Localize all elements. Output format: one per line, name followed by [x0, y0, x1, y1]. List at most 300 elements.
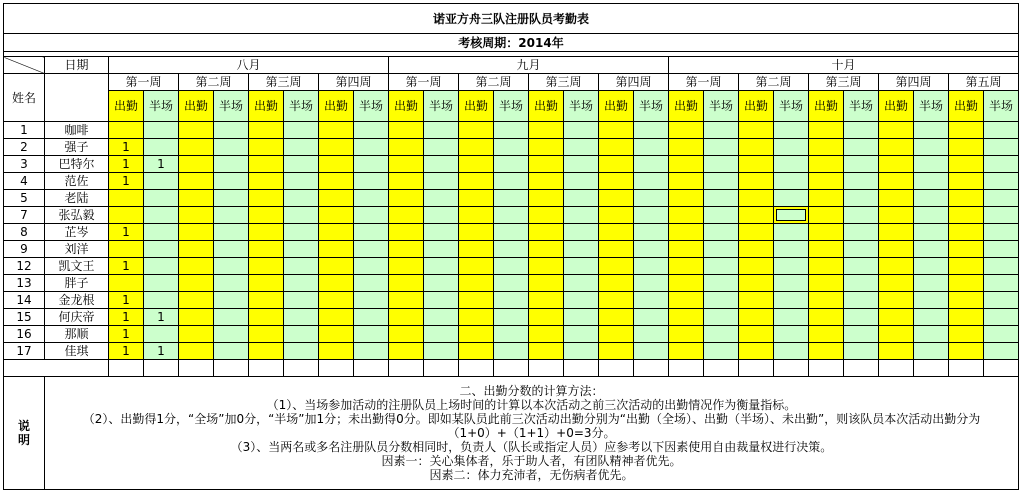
half-cell[interactable] — [984, 258, 1019, 275]
half-cell[interactable] — [774, 190, 809, 207]
attendance-cell[interactable] — [739, 258, 774, 275]
member-name[interactable]: 那顺 — [45, 326, 109, 343]
half-cell[interactable] — [704, 292, 739, 309]
blank-cell[interactable] — [669, 360, 704, 377]
row-number[interactable]: 16 — [4, 326, 45, 343]
half-cell[interactable] — [494, 122, 529, 139]
attendance-cell[interactable] — [319, 275, 354, 292]
attendance-cell[interactable] — [879, 190, 914, 207]
attendance-cell[interactable] — [459, 343, 494, 360]
half-cell[interactable] — [774, 241, 809, 258]
attendance-cell[interactable] — [669, 343, 704, 360]
half-cell[interactable] — [634, 292, 669, 309]
attendance-cell[interactable] — [599, 139, 634, 156]
attendance-cell[interactable] — [249, 292, 284, 309]
half-cell[interactable] — [214, 309, 249, 326]
half-cell[interactable] — [214, 224, 249, 241]
half-cell[interactable] — [844, 309, 879, 326]
attendance-cell[interactable] — [599, 275, 634, 292]
attendance-cell[interactable] — [389, 156, 424, 173]
member-name[interactable]: 范佐 — [45, 173, 109, 190]
attendance-cell[interactable] — [599, 173, 634, 190]
attendance-cell[interactable] — [529, 173, 564, 190]
half-cell[interactable] — [844, 139, 879, 156]
attendance-cell[interactable] — [879, 292, 914, 309]
selected-cell[interactable] — [774, 207, 809, 224]
attendance-cell[interactable] — [529, 122, 564, 139]
attendance-cell[interactable] — [389, 139, 424, 156]
attendance-cell[interactable] — [879, 309, 914, 326]
half-cell[interactable] — [424, 326, 459, 343]
half-cell[interactable] — [844, 275, 879, 292]
attendance-cell[interactable] — [459, 224, 494, 241]
half-cell[interactable] — [914, 224, 949, 241]
attendance-cell[interactable] — [319, 190, 354, 207]
member-name[interactable]: 张弘毅 — [45, 207, 109, 224]
attendance-cell[interactable] — [949, 275, 984, 292]
half-cell[interactable] — [354, 275, 389, 292]
half-cell[interactable] — [144, 258, 179, 275]
half-cell[interactable] — [704, 207, 739, 224]
half-cell[interactable] — [144, 207, 179, 224]
attendance-cell[interactable]: 1 — [109, 139, 144, 156]
attendance-cell[interactable] — [529, 309, 564, 326]
attendance-cell[interactable] — [319, 292, 354, 309]
blank-cell[interactable] — [424, 360, 459, 377]
half-cell[interactable]: 1 — [144, 156, 179, 173]
attendance-cell[interactable] — [109, 190, 144, 207]
attendance-cell[interactable] — [739, 122, 774, 139]
attendance-cell[interactable] — [599, 343, 634, 360]
attendance-cell[interactable] — [459, 190, 494, 207]
half-cell[interactable] — [214, 258, 249, 275]
attendance-cell[interactable] — [739, 190, 774, 207]
half-cell[interactable] — [354, 309, 389, 326]
attendance-cell[interactable]: 1 — [109, 326, 144, 343]
blank-cell[interactable] — [984, 360, 1019, 377]
half-cell[interactable] — [774, 139, 809, 156]
half-cell[interactable] — [704, 343, 739, 360]
half-cell[interactable] — [914, 258, 949, 275]
half-cell[interactable] — [214, 343, 249, 360]
attendance-cell[interactable]: 1 — [109, 224, 144, 241]
attendance-cell[interactable] — [249, 139, 284, 156]
half-cell[interactable] — [284, 173, 319, 190]
attendance-cell[interactable] — [599, 326, 634, 343]
attendance-cell[interactable] — [459, 207, 494, 224]
attendance-cell[interactable] — [809, 326, 844, 343]
attendance-cell[interactable] — [319, 139, 354, 156]
half-cell[interactable] — [424, 173, 459, 190]
half-cell[interactable] — [354, 326, 389, 343]
half-cell[interactable] — [144, 241, 179, 258]
attendance-cell[interactable] — [319, 156, 354, 173]
attendance-cell[interactable] — [669, 207, 704, 224]
half-cell[interactable] — [634, 224, 669, 241]
attendance-cell[interactable] — [879, 139, 914, 156]
half-cell[interactable] — [914, 207, 949, 224]
member-name[interactable]: 胖子 — [45, 275, 109, 292]
half-cell[interactable] — [634, 275, 669, 292]
half-cell[interactable] — [844, 343, 879, 360]
half-cell[interactable] — [704, 156, 739, 173]
half-cell[interactable] — [494, 309, 529, 326]
half-cell[interactable] — [214, 190, 249, 207]
attendance-cell[interactable] — [109, 241, 144, 258]
half-cell[interactable] — [214, 292, 249, 309]
attendance-cell[interactable] — [739, 292, 774, 309]
attendance-cell[interactable] — [949, 343, 984, 360]
attendance-cell[interactable] — [949, 309, 984, 326]
attendance-cell[interactable] — [879, 241, 914, 258]
half-cell[interactable] — [984, 292, 1019, 309]
half-cell[interactable] — [494, 241, 529, 258]
attendance-cell[interactable] — [949, 122, 984, 139]
attendance-cell[interactable] — [249, 190, 284, 207]
attendance-cell[interactable] — [739, 326, 774, 343]
member-name[interactable]: 老陆 — [45, 190, 109, 207]
half-cell[interactable] — [984, 122, 1019, 139]
half-cell[interactable] — [704, 241, 739, 258]
half-cell[interactable] — [284, 275, 319, 292]
attendance-cell[interactable] — [249, 156, 284, 173]
half-cell[interactable] — [914, 190, 949, 207]
half-cell[interactable] — [354, 343, 389, 360]
attendance-cell[interactable] — [249, 207, 284, 224]
row-number[interactable]: 14 — [4, 292, 45, 309]
attendance-cell[interactable] — [179, 122, 214, 139]
blank-cell[interactable] — [879, 360, 914, 377]
attendance-cell[interactable] — [179, 309, 214, 326]
attendance-cell[interactable] — [529, 326, 564, 343]
half-cell[interactable] — [844, 241, 879, 258]
half-cell[interactable] — [494, 224, 529, 241]
blank-cell[interactable] — [774, 360, 809, 377]
half-cell[interactable] — [984, 275, 1019, 292]
attendance-cell[interactable] — [529, 190, 564, 207]
blank-cell[interactable] — [459, 360, 494, 377]
blank-cell[interactable] — [844, 360, 879, 377]
attendance-cell[interactable] — [949, 326, 984, 343]
half-cell[interactable] — [844, 326, 879, 343]
attendance-cell[interactable] — [669, 292, 704, 309]
half-cell[interactable] — [214, 156, 249, 173]
half-cell[interactable] — [564, 275, 599, 292]
half-cell[interactable] — [984, 173, 1019, 190]
half-cell[interactable] — [214, 122, 249, 139]
row-number[interactable]: 9 — [4, 241, 45, 258]
blank-cell[interactable] — [494, 360, 529, 377]
member-name[interactable]: 佳琪 — [45, 343, 109, 360]
attendance-cell[interactable] — [809, 309, 844, 326]
attendance-cell[interactable] — [879, 156, 914, 173]
attendance-cell[interactable] — [109, 122, 144, 139]
attendance-cell[interactable] — [529, 224, 564, 241]
row-number[interactable]: 5 — [4, 190, 45, 207]
half-cell[interactable] — [424, 258, 459, 275]
attendance-cell[interactable] — [459, 326, 494, 343]
half-cell[interactable] — [914, 156, 949, 173]
attendance-cell[interactable] — [319, 258, 354, 275]
attendance-cell[interactable] — [319, 326, 354, 343]
attendance-cell[interactable]: 1 — [109, 258, 144, 275]
half-cell[interactable] — [494, 326, 529, 343]
half-cell[interactable] — [564, 309, 599, 326]
half-cell[interactable] — [914, 122, 949, 139]
half-cell[interactable] — [774, 309, 809, 326]
half-cell[interactable] — [424, 292, 459, 309]
half-cell[interactable] — [144, 122, 179, 139]
half-cell[interactable] — [354, 292, 389, 309]
half-cell[interactable] — [704, 326, 739, 343]
half-cell[interactable] — [144, 326, 179, 343]
attendance-cell[interactable]: 1 — [109, 343, 144, 360]
attendance-cell[interactable] — [739, 207, 774, 224]
half-cell[interactable] — [284, 224, 319, 241]
attendance-cell[interactable] — [599, 122, 634, 139]
half-cell[interactable] — [984, 156, 1019, 173]
attendance-cell[interactable] — [949, 156, 984, 173]
blank-cell[interactable] — [4, 360, 109, 377]
attendance-cell[interactable] — [529, 241, 564, 258]
half-cell[interactable] — [634, 122, 669, 139]
attendance-cell[interactable] — [319, 122, 354, 139]
attendance-cell[interactable] — [529, 275, 564, 292]
blank-cell[interactable] — [319, 360, 354, 377]
half-cell[interactable] — [564, 224, 599, 241]
blank-cell[interactable] — [914, 360, 949, 377]
half-cell[interactable] — [844, 156, 879, 173]
attendance-cell[interactable] — [879, 326, 914, 343]
half-cell[interactable] — [424, 275, 459, 292]
row-number[interactable]: 8 — [4, 224, 45, 241]
member-name[interactable]: 金龙根 — [45, 292, 109, 309]
half-cell[interactable] — [914, 139, 949, 156]
attendance-cell[interactable] — [669, 258, 704, 275]
half-cell[interactable] — [564, 343, 599, 360]
attendance-cell[interactable] — [949, 139, 984, 156]
half-cell[interactable] — [354, 156, 389, 173]
attendance-cell[interactable] — [389, 224, 424, 241]
half-cell[interactable] — [424, 139, 459, 156]
attendance-cell[interactable] — [739, 241, 774, 258]
attendance-cell[interactable] — [599, 156, 634, 173]
attendance-cell[interactable] — [949, 173, 984, 190]
half-cell[interactable] — [354, 190, 389, 207]
attendance-cell[interactable] — [599, 309, 634, 326]
half-cell[interactable] — [284, 139, 319, 156]
half-cell[interactable] — [774, 258, 809, 275]
half-cell[interactable] — [214, 275, 249, 292]
half-cell[interactable] — [494, 258, 529, 275]
half-cell[interactable] — [634, 326, 669, 343]
half-cell[interactable] — [144, 173, 179, 190]
attendance-cell[interactable] — [529, 292, 564, 309]
half-cell[interactable] — [844, 292, 879, 309]
half-cell[interactable] — [914, 343, 949, 360]
half-cell[interactable] — [774, 292, 809, 309]
attendance-cell[interactable] — [599, 207, 634, 224]
half-cell[interactable] — [774, 156, 809, 173]
half-cell[interactable] — [704, 190, 739, 207]
attendance-cell[interactable] — [529, 139, 564, 156]
attendance-cell[interactable] — [179, 207, 214, 224]
half-cell[interactable] — [634, 258, 669, 275]
attendance-cell[interactable] — [389, 326, 424, 343]
half-cell[interactable] — [704, 275, 739, 292]
attendance-cell[interactable] — [809, 224, 844, 241]
member-name[interactable]: 芷岑 — [45, 224, 109, 241]
blank-cell[interactable] — [284, 360, 319, 377]
half-cell[interactable] — [704, 309, 739, 326]
attendance-cell[interactable] — [179, 275, 214, 292]
attendance-cell[interactable] — [809, 258, 844, 275]
attendance-cell[interactable] — [459, 139, 494, 156]
attendance-cell[interactable] — [879, 224, 914, 241]
half-cell[interactable] — [634, 309, 669, 326]
half-cell[interactable] — [914, 241, 949, 258]
attendance-cell[interactable] — [669, 173, 704, 190]
blank-cell[interactable] — [109, 360, 144, 377]
attendance-cell[interactable] — [179, 156, 214, 173]
attendance-cell[interactable] — [389, 241, 424, 258]
half-cell[interactable] — [634, 241, 669, 258]
attendance-cell[interactable] — [879, 343, 914, 360]
attendance-cell[interactable] — [739, 343, 774, 360]
row-number[interactable]: 3 — [4, 156, 45, 173]
attendance-cell[interactable] — [459, 122, 494, 139]
half-cell[interactable] — [634, 139, 669, 156]
attendance-cell[interactable] — [249, 343, 284, 360]
half-cell[interactable] — [144, 292, 179, 309]
row-number[interactable]: 2 — [4, 139, 45, 156]
attendance-cell[interactable] — [179, 292, 214, 309]
member-name[interactable]: 何庆帝 — [45, 309, 109, 326]
attendance-cell[interactable] — [669, 156, 704, 173]
blank-cell[interactable] — [529, 360, 564, 377]
attendance-cell[interactable] — [249, 309, 284, 326]
half-cell[interactable] — [494, 173, 529, 190]
half-cell[interactable] — [564, 326, 599, 343]
attendance-cell[interactable] — [249, 173, 284, 190]
half-cell[interactable] — [494, 156, 529, 173]
row-number[interactable]: 1 — [4, 122, 45, 139]
half-cell[interactable] — [844, 122, 879, 139]
half-cell[interactable] — [144, 275, 179, 292]
half-cell[interactable] — [774, 224, 809, 241]
half-cell[interactable] — [214, 207, 249, 224]
row-number[interactable]: 7 — [4, 207, 45, 224]
half-cell[interactable] — [564, 122, 599, 139]
half-cell[interactable] — [844, 207, 879, 224]
half-cell[interactable] — [774, 173, 809, 190]
blank-cell[interactable] — [144, 360, 179, 377]
attendance-cell[interactable] — [879, 122, 914, 139]
attendance-cell[interactable] — [809, 156, 844, 173]
half-cell[interactable] — [704, 173, 739, 190]
attendance-cell[interactable] — [109, 207, 144, 224]
attendance-cell[interactable] — [389, 309, 424, 326]
half-cell[interactable] — [844, 224, 879, 241]
attendance-cell[interactable] — [599, 241, 634, 258]
attendance-cell[interactable] — [529, 156, 564, 173]
half-cell[interactable] — [354, 258, 389, 275]
blank-cell[interactable] — [949, 360, 984, 377]
attendance-cell[interactable] — [389, 343, 424, 360]
attendance-cell[interactable] — [389, 275, 424, 292]
attendance-cell[interactable] — [179, 258, 214, 275]
half-cell[interactable] — [984, 207, 1019, 224]
half-cell[interactable] — [424, 343, 459, 360]
attendance-cell[interactable] — [739, 224, 774, 241]
half-cell[interactable] — [564, 190, 599, 207]
half-cell[interactable] — [564, 139, 599, 156]
half-cell[interactable] — [564, 241, 599, 258]
attendance-cell[interactable] — [459, 258, 494, 275]
attendance-cell[interactable] — [669, 139, 704, 156]
half-cell[interactable] — [284, 292, 319, 309]
attendance-cell[interactable] — [179, 224, 214, 241]
half-cell[interactable] — [494, 139, 529, 156]
row-number[interactable]: 4 — [4, 173, 45, 190]
attendance-cell[interactable] — [459, 173, 494, 190]
blank-cell[interactable] — [179, 360, 214, 377]
half-cell[interactable] — [354, 122, 389, 139]
half-cell[interactable] — [354, 241, 389, 258]
attendance-cell[interactable] — [109, 275, 144, 292]
half-cell[interactable] — [354, 173, 389, 190]
attendance-cell[interactable] — [389, 258, 424, 275]
attendance-cell[interactable] — [319, 241, 354, 258]
attendance-cell[interactable] — [389, 190, 424, 207]
attendance-cell[interactable] — [809, 190, 844, 207]
row-number[interactable]: 12 — [4, 258, 45, 275]
half-cell[interactable] — [214, 139, 249, 156]
half-cell[interactable] — [914, 309, 949, 326]
attendance-cell[interactable] — [249, 224, 284, 241]
half-cell[interactable] — [984, 309, 1019, 326]
blank-cell[interactable] — [739, 360, 774, 377]
attendance-cell[interactable] — [669, 241, 704, 258]
half-cell[interactable] — [984, 139, 1019, 156]
half-cell[interactable] — [284, 156, 319, 173]
blank-cell[interactable] — [214, 360, 249, 377]
half-cell[interactable] — [774, 343, 809, 360]
attendance-cell[interactable] — [949, 224, 984, 241]
attendance-cell[interactable] — [249, 241, 284, 258]
attendance-cell[interactable] — [319, 207, 354, 224]
half-cell[interactable] — [914, 292, 949, 309]
attendance-cell[interactable] — [459, 241, 494, 258]
half-cell[interactable] — [144, 139, 179, 156]
attendance-cell[interactable] — [879, 258, 914, 275]
half-cell[interactable] — [704, 139, 739, 156]
half-cell[interactable] — [984, 224, 1019, 241]
half-cell[interactable] — [354, 224, 389, 241]
attendance-cell[interactable] — [529, 258, 564, 275]
blank-cell[interactable] — [249, 360, 284, 377]
half-cell[interactable] — [564, 156, 599, 173]
half-cell[interactable] — [424, 122, 459, 139]
half-cell[interactable] — [284, 122, 319, 139]
half-cell[interactable] — [564, 173, 599, 190]
attendance-cell[interactable] — [319, 173, 354, 190]
attendance-cell[interactable]: 1 — [109, 292, 144, 309]
half-cell[interactable] — [564, 207, 599, 224]
attendance-cell[interactable] — [249, 326, 284, 343]
half-cell[interactable] — [284, 258, 319, 275]
attendance-cell[interactable] — [459, 156, 494, 173]
